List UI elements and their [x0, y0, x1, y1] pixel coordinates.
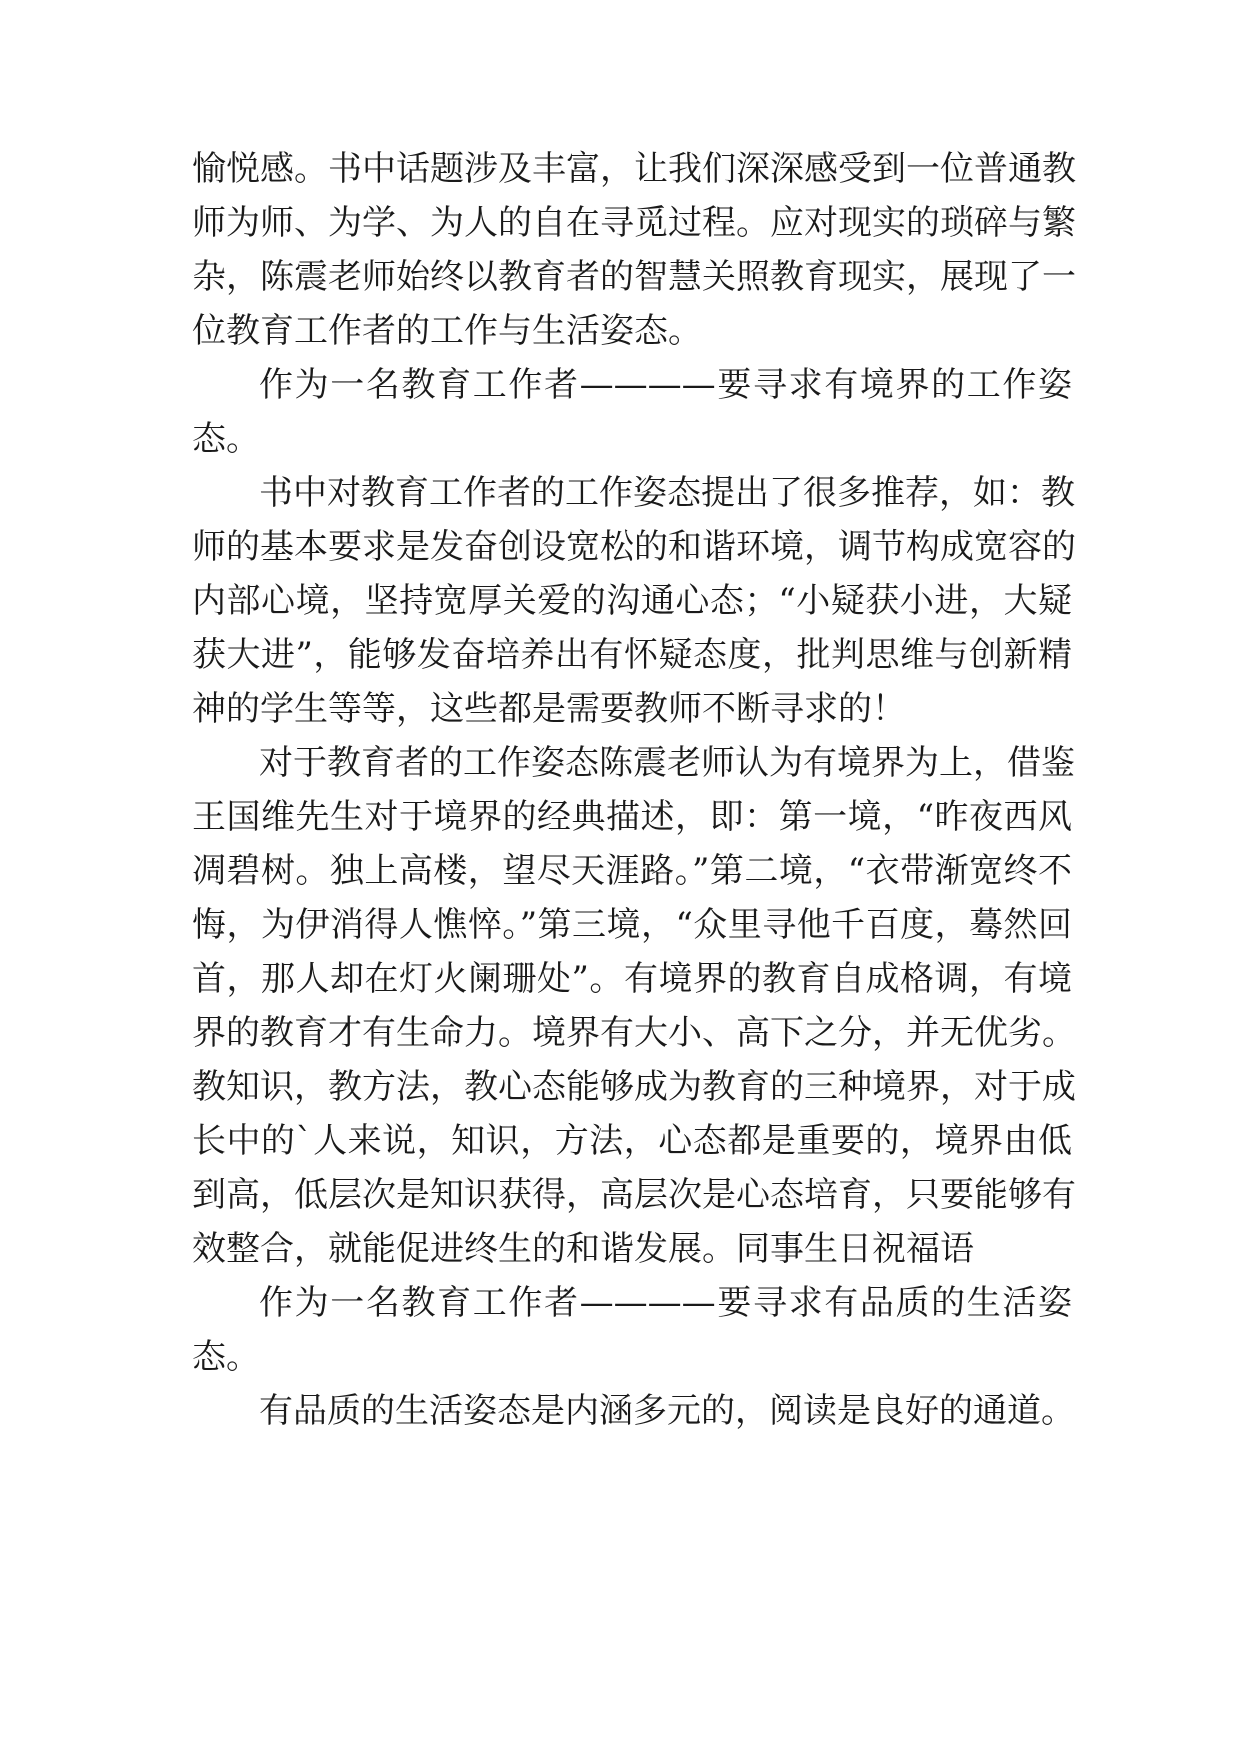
section-heading-line: 作为一名教育工作者————要寻求有品质的生活姿: [259, 1283, 1072, 1323]
section-heading-line: 态。: [192, 1337, 260, 1377]
paragraph-line: 界的教育才有生命力。境界有大小、高下之分，并无优劣。: [192, 1013, 1076, 1053]
paragraph-line: 凋碧树。独上高楼，望尽天涯路。”第二境，“衣带渐宽终不: [192, 851, 1072, 891]
paragraph-line: 杂，陈震老师始终以教育者的智慧关照教育现实，展现了一: [192, 257, 1076, 297]
paragraph-line: 师的基本要求是发奋创设宽松的和谐环境，调节构成宽容的: [192, 527, 1076, 567]
paragraph-line: 到高，低层次是知识获得，高层次是心态培育，只要能够有: [192, 1175, 1076, 1215]
section-heading-line: 态。: [192, 419, 260, 459]
paragraph-line: 愉悦感。书中话题涉及丰富，让我们深深感受到一位普通教: [192, 149, 1076, 189]
paragraph-line: 获大进”，能够发奋培养出有怀疑态度，批判思维与创新精: [192, 635, 1072, 675]
paragraph-line: 长中的`人来说，知识，方法，心态都是重要的，境界由低: [192, 1121, 1072, 1161]
paragraph-line: 有品质的生活姿态是内涵多元的，阅读是良好的通道。: [259, 1391, 1075, 1431]
paragraph-line: 神的学生等等，这些都是需要教师不断寻求的！: [192, 689, 906, 729]
section-heading-line: 作为一名教育工作者————要寻求有境界的工作姿: [259, 365, 1072, 405]
paragraph-line: 对于教育者的工作姿态陈震老师认为有境界为上，借鉴: [259, 743, 1075, 783]
paragraph-line: 王国维先生对于境界的经典描述，即：第一境，“昨夜西风: [192, 797, 1072, 837]
paragraph-line: 悔，为伊消得人憔悴。”第三境，“众里寻他千百度，蓦然回: [192, 905, 1072, 945]
paragraph-line: 师为师、为学、为人的自在寻觅过程。应对现实的琐碎与繁: [192, 203, 1076, 243]
paragraph-line: 首，那人却在灯火阑珊处”。有境界的教育自成格调，有境: [192, 959, 1072, 999]
paragraph-line: 效整合，就能促进终生的和谐发展。同事生日祝福语: [192, 1229, 974, 1269]
paragraph-line: 书中对教育工作者的工作姿态提出了很多推荐，如：教: [259, 473, 1075, 513]
paragraph-line: 内部心境，坚持宽厚关爱的沟通心态；“小疑获小进，大疑: [192, 581, 1072, 621]
paragraph-line: 位教育工作者的工作与生活姿态。: [192, 311, 702, 351]
paragraph-line: 教知识，教方法，教心态能够成为教育的三种境界，对于成: [192, 1067, 1076, 1107]
